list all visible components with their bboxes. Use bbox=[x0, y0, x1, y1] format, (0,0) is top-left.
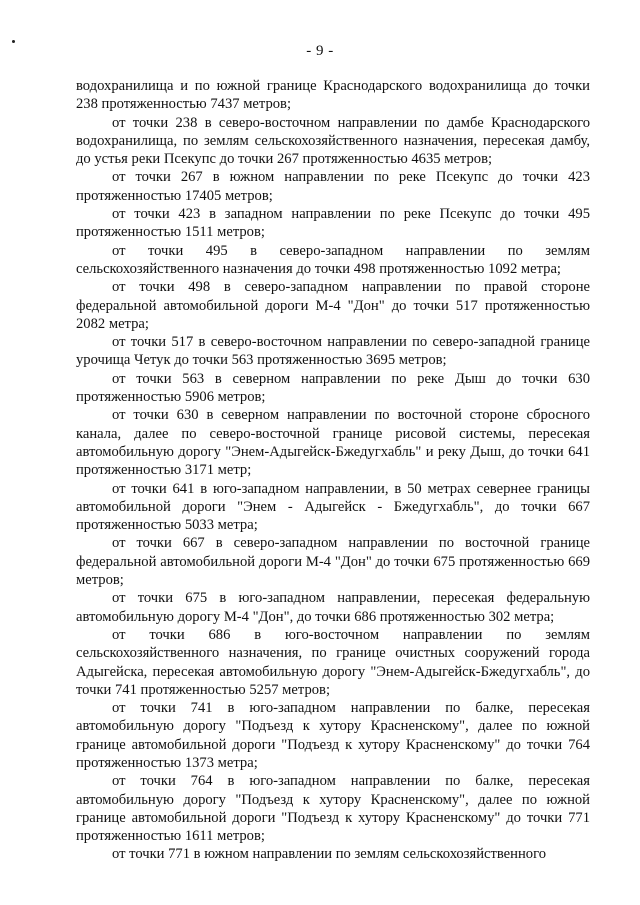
paragraph-11: от точки 667 в северо-западном направлении по восточной границе федеральной автомобильной дороги М-4 "Дон" до точки 675 протяженностью 669 метров; bbox=[76, 535, 590, 589]
paragraph-8: от точки 563 в северном направлении по реке Дыш до точки 630 протяженностью 5906 метров; bbox=[76, 370, 590, 406]
paragraph-5: от точки 495 в северо-западном направлении по землям сельскохозяйственного назначения до точки 498 протяженностью 1092 метра; bbox=[76, 242, 590, 277]
paragraph-6: от точки 498 в северо-западном направлении по правой стороне федеральной автомобильной дороги М-4 "Дон" до точки 517 протяженностью 2082 метра; bbox=[76, 279, 590, 332]
paragraph-13: от точки 686 в юго-восточном направлении по землям сельскохозяйственного назначения, по границе очистных сооружений города Адыгейска, пересекая автомобильную дорогу "Энем-Адыгейск-Бжедугхабль", до точки 741 протяженностью 5257 метров; bbox=[76, 626, 590, 698]
paragraph-15: от точки 764 в юго-западном направлении по балке, пересекая автомобильную дорогу "Подъезд к хутору Красненскому", далее по южной границе автомобильной дороги "Подъезд к хутору Красненскому" до точки 771 протяженностью 1611 метров; bbox=[76, 773, 590, 845]
paragraph-4: от точки 423 в западном направлении по реке Псекупс до точки 495 протяженностью 1511 метров; bbox=[76, 206, 590, 241]
paragraph-7: от точки 517 в северо-восточном направлении по северо-западной границе урочища Четук до точки 563 протяженностью 3695 метров; bbox=[76, 334, 590, 369]
paragraph-3: от точки 267 в южном направлении по реке Псекупс до точки 423 протяженностью 17405 метров; bbox=[76, 169, 590, 204]
paragraph-10: от точки 641 в юго-западном направлении, в 50 метрах севернее границы автомобильной дороги "Энем - Адыгейск - Бжедугхабль", до точки 667 протяженностью 5033 метра; bbox=[76, 480, 590, 534]
paragraph-16: от точки 771 в южном направлении по землям сельскохозяйственного bbox=[112, 846, 546, 863]
paragraph-9: от точки 630 в северном направлении по восточной стороне сбросного канала, далее по северо-восточной границе рисовой системы, пересекая автомобильную дорогу "Энем-Адыгейск-Бжедугхабль" и реку Дыш, до точки 641 протяженностью 3171 метр; bbox=[76, 407, 590, 479]
paragraph-14: от точки 741 в юго-западном направлении по балке, пересекая автомобильную дорогу "Подъезд к хутору Красненскому", далее по южной границе автомобильной дороги "Подъезд к хутору Красненскому" до точки 764 протяженностью 1373 метра; bbox=[76, 700, 590, 771]
page-number: - 9 - bbox=[306, 43, 334, 59]
paragraph-1: водохранилища и по южной границе Краснодарского водохранилища до точки 238 протяженностью 7437 метров; bbox=[76, 78, 590, 113]
paragraph-12: от точки 675 в юго-западном направлении, пересекая федеральную автомобильную дорогу М-4 "Дон", до точки 686 протяженностью 302 метра; bbox=[76, 590, 590, 625]
document-body bbox=[76, 77, 590, 864]
paragraph-2: от точки 238 в северо-восточном направлении по дамбе Краснодарского водохранилища, по землям сельскохозяйственного назначения, пересекая дамбу, до устья реки Псекупс до точки 267 протяженностью 4635 метров; bbox=[76, 114, 590, 168]
